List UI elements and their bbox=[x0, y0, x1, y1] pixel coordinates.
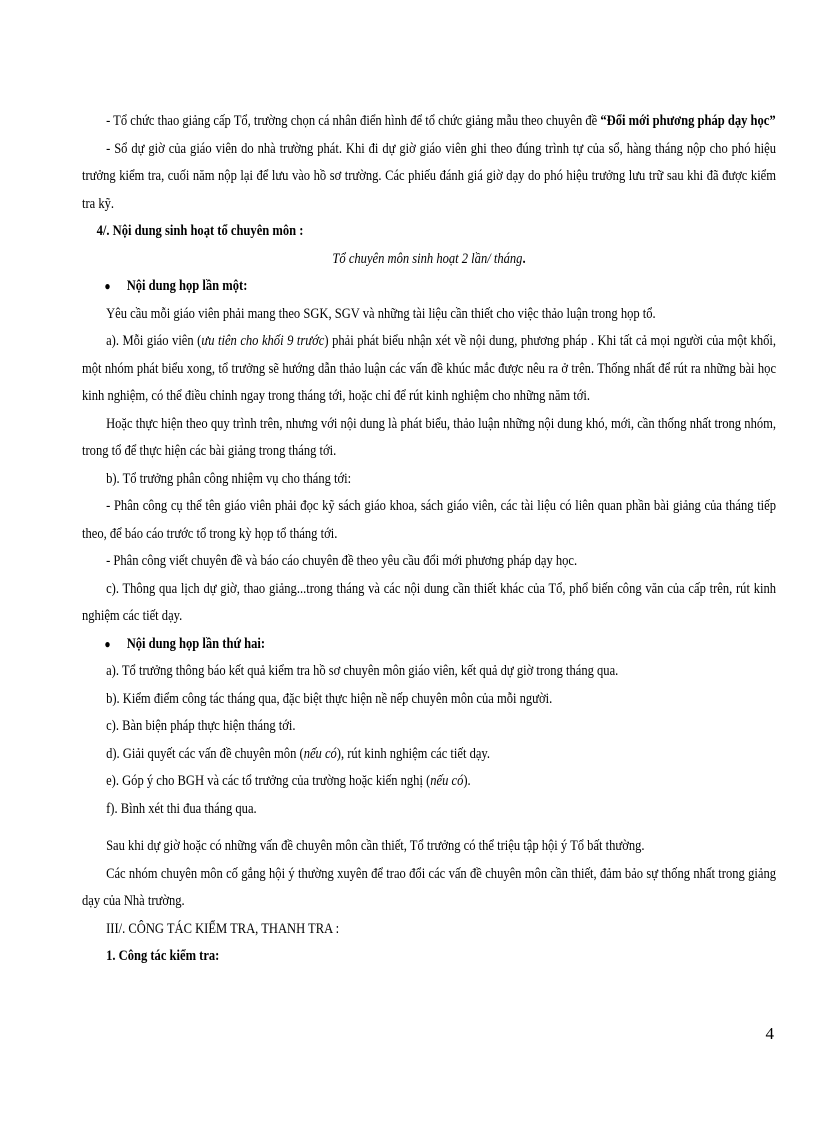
document-page bbox=[82, 108, 776, 971]
meeting-1-item-b: b). Tổ trưởng phân công nhiệm vụ cho tháng tới: bbox=[106, 470, 352, 487]
meeting-1-item-b1: - Phân công cụ thể tên giáo viên phải đọc kỹ sách giáo khoa, sách giáo viên, các tài liệu có liên quan phần bài giảng của tháng tiếp theo, để báo cáo trước tổ trong kỳ họp tổ tháng tới. bbox=[82, 498, 777, 542]
meeting-2-item-d: d). Giải quyết các vấn đề chuyên môn (nếu có), rút kinh nghiệm các tiết dạy. bbox=[106, 745, 491, 762]
heading-section-4: 4/. Nội dung sinh hoạt tổ chuyên môn : bbox=[96, 223, 304, 239]
meeting-1-intro: Yêu cầu mỗi giáo viên phải mang theo SGK, SGV và những tài liệu cần thiết cho việc thảo luận trong họp tổ. bbox=[106, 305, 656, 322]
meeting-2-item-f: f). Bình xét thi đua tháng qua. bbox=[106, 800, 257, 817]
meeting-2-item-b: b). Kiểm điểm công tác tháng qua, đặc biệt thực hiện nề nếp chuyên môn của mỗi người. bbox=[106, 690, 553, 707]
meeting-1-item-c: c). Thông qua lịch dự giờ, thao giảng...trong tháng và các nội dung cần thiết khác của Tổ, phổ biến công văn của cấp trên, rút kinh nghiệm các tiết dạy. bbox=[82, 580, 777, 624]
heading-section-3-1: 1. Công tác kiểm tra: bbox=[106, 948, 220, 964]
paragraph-model-teaching: - Tổ chức thao giảng cấp Tổ, trường chọn cá nhân điển hình để tổ chức giảng mẫu theo chuyên đề “Đổi mới phương pháp dạy học” bbox=[106, 113, 776, 129]
meeting-2-item-c: c). Bàn biện pháp thực hiện tháng tới. bbox=[106, 718, 296, 734]
meeting-frequency: Tổ chuyên môn sinh hoạt 2 lần/ tháng. bbox=[332, 250, 526, 267]
heading-section-3: III/. CÔNG TÁC KIỂM TRA, THANH TRA : bbox=[106, 920, 340, 937]
meeting-2-item-e: e). Góp ý cho BGH và các tổ trưởng của trường hoặc kiến nghị (nếu có). bbox=[106, 773, 471, 789]
meeting-2-heading: ● Nội dung họp lần thứ hai: bbox=[82, 631, 816, 659]
page-number: 4 bbox=[765, 1024, 774, 1043]
meeting-1-heading: ● Nội dung họp lần một: bbox=[82, 273, 816, 301]
meeting-1-item-b2: - Phân công viết chuyên đề và báo cáo chuyên đề theo yêu cầu đổi mới phương pháp dạy học. bbox=[106, 553, 578, 569]
bullet-icon: ● bbox=[104, 279, 111, 293]
paragraph-group-meeting: Các nhóm chuyên môn cố gắng hội ý thường xuyên để trao đổi các vấn đề chuyên môn cần thiết, đảm bảo sự thống nhất trong giảng dạy của Nhà trường. bbox=[82, 865, 777, 909]
meeting-2-item-a: a). Tổ trưởng thông báo kết quả kiểm tra hồ sơ chuyên môn giáo viên, kết quả dự giờ trong tháng qua. bbox=[106, 663, 619, 679]
paragraph-extra-meeting: Sau khi dự giờ hoặc có những vấn đề chuyên môn cần thiết, Tổ trưởng có thể triệu tập hội ý Tổ bất thường. bbox=[106, 838, 645, 854]
spacer bbox=[82, 823, 776, 833]
topic-title: “Đổi mới phương pháp dạy học” bbox=[600, 113, 776, 129]
paragraph-attendance-book: - Sổ dự giờ của giáo viên do nhà trường phát. Khi đi dự giờ giáo viên ghi theo đúng trình tự của sổ, hàng tháng nộp cho phó hiệu trưởng kiểm tra, cuối năm nộp lại để lưu vào hồ sơ trường. Các phiếu đánh giá giờ dạy do phó hiệu trưởng lưu trữ sau khi đã được kiểm tra kỹ. bbox=[82, 140, 777, 212]
bullet-icon: ● bbox=[104, 636, 111, 651]
meeting-1-alternative: Hoặc thực hiện theo quy trình trên, nhưng với nội dung là phát biểu, thảo luận những nội dung khó, mới, cần thống nhất trong nhóm, trong tổ để thực hiện các bài giảng trong tháng tới. bbox=[82, 415, 777, 459]
meeting-1-item-a: a). Mỗi giáo viên (ưu tiên cho khối 9 trước) phải phát biểu nhận xét về nội dung, phương pháp . Khi tất cả mọi người của một khối, một nhóm phát biểu xong, tổ trưởng sẽ hướng dẫn thảo luận các vấn đề khúc mắc được nêu ra ở trên. Thống nhất để rút ra những bài học kinh nghiệm, có thể điều chỉnh ngay trong tháng tới, hoặc chỉ để rút kinh nghiệm cho những năm tới. bbox=[82, 333, 777, 404]
